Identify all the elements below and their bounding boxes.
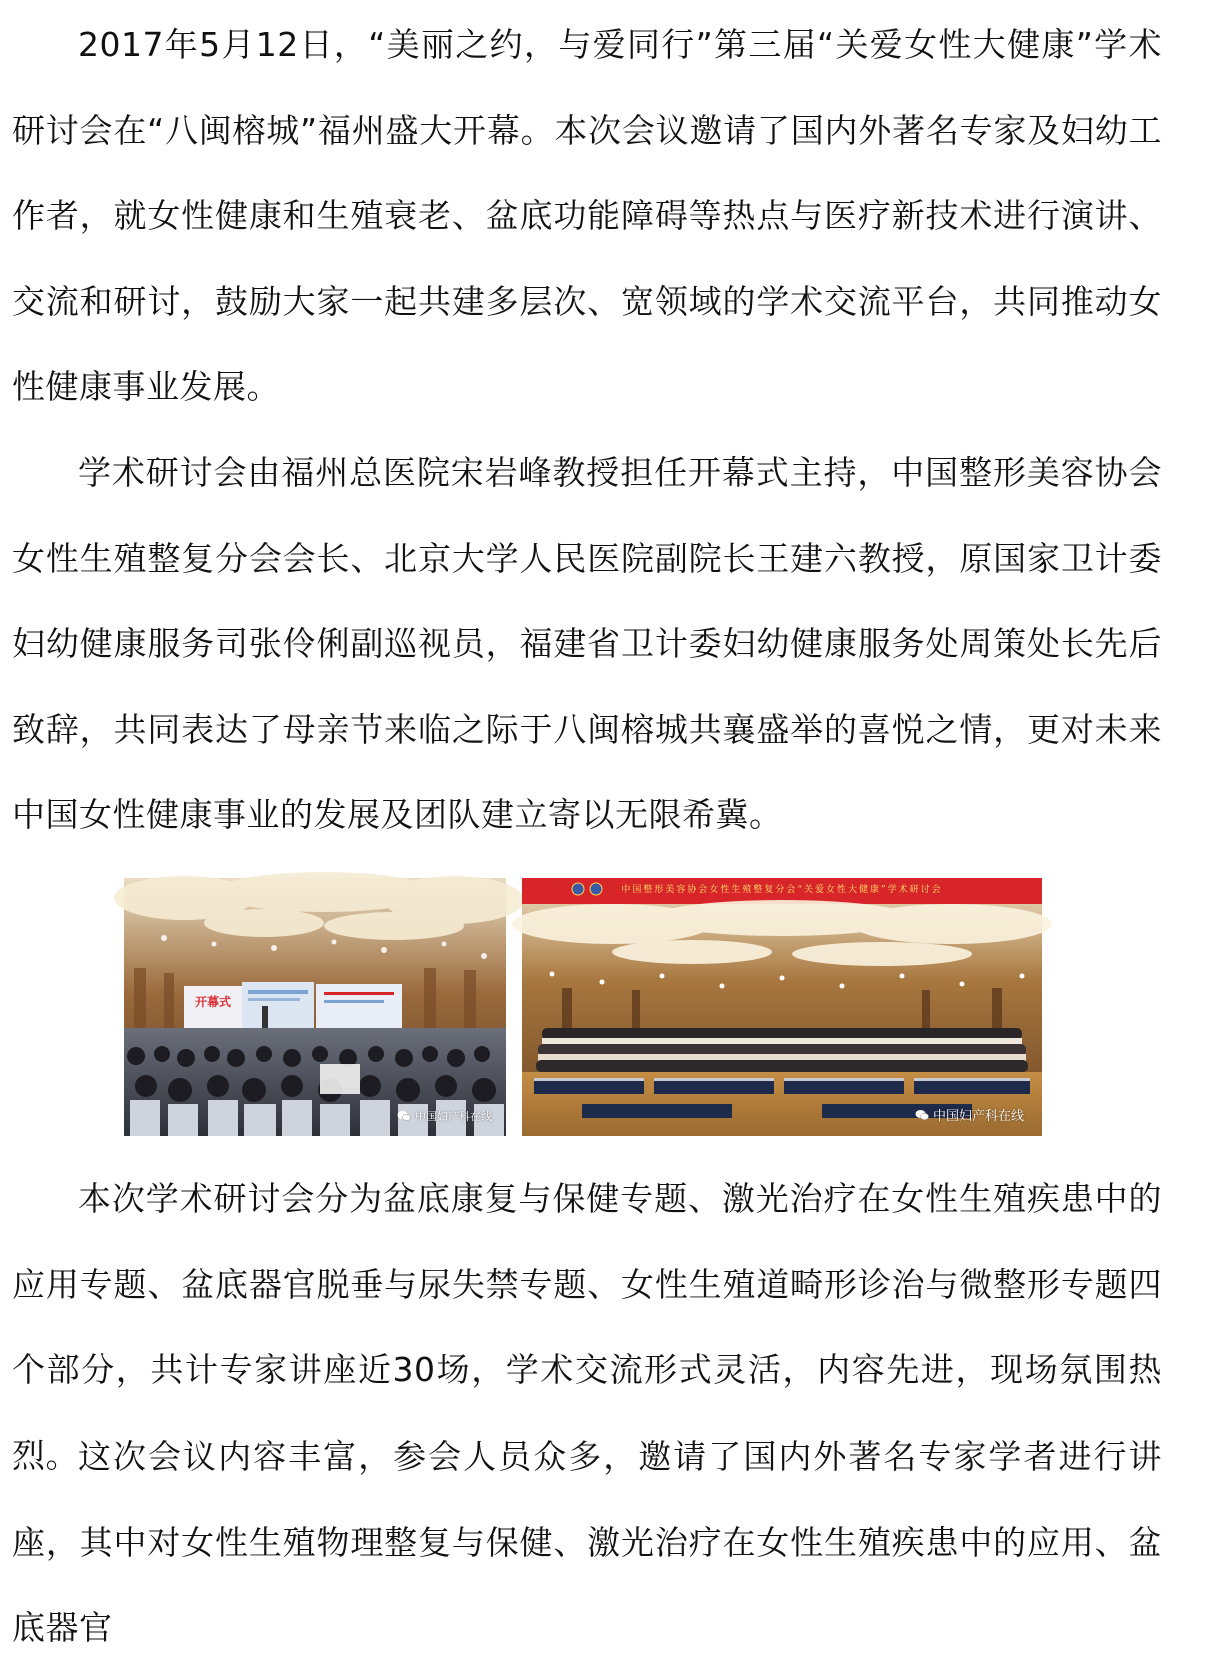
watermark-text: 中国妇产科在线 xyxy=(415,1110,492,1123)
wechat-icon xyxy=(397,1110,411,1122)
wechat-icon xyxy=(915,1109,929,1121)
paragraph-summary: 这次会议内容丰富，参会人员众多，邀请了国内外著名专家学者进行讲座，其中对女性生殖物理整复与保健、激光治疗在女性生殖疾患中的应用、盆底器官 xyxy=(12,1437,1162,1647)
paragraph-ceremony: 学术研讨会由福州总医院宋岩峰教授担任开幕式主持，中国整形美容协会女性生殖整复分会会长、北京大学人民医院副院长王建六教授，原国家卫计委妇幼健康服务司张伶俐副巡视员，福建省卫计委妇幼健康服务处周策处长先后致辞，共同表达了母亲节来临之际于八闽榕城共襄盛举的喜悦之情，更对未来中国女性健康事业的发展及团队建立寄以无限希冀。 xyxy=(12,453,1162,834)
stage-sign-text: 开幕式 xyxy=(194,995,232,1009)
watermark-text: 中国妇产科在线 xyxy=(932,1109,1024,1124)
watermark xyxy=(915,1105,1024,1124)
banner-title: 中国整形美容协会女性生殖整复分会“关爱女性大健康”学术研讨会 xyxy=(621,885,943,895)
paragraph-opening: 2017年5月12日，“美丽之约，与爱同行”第三届“关爱女性大健康”学术研讨会在“八闽榕城”福州盛大开幕。本次会议邀请了国内外著名专家及妇幼工作者，就女性健康和生殖衰老、盆底功能障碍等热点与医疗新技术进行演讲、交流和研讨，鼓励大家一起共建多层次、宽领域的学术交流平台，共同推动女性健康事业发展。 xyxy=(12,25,1162,406)
group-photo-illustration xyxy=(522,878,1042,1136)
paragraph-topics: 本次学术研讨会分为盆底康复与保健专题、激光治疗在女性生殖疾患中的应用专题、盆底器官脱垂与尿失禁专题、女性生殖道畸形诊治与微整形专题四个部分，共计专家讲座近30场，学术交流形式灵活，内容先进，现场氛围热烈。 xyxy=(12,1179,1162,1475)
hall-stage-illustration xyxy=(124,878,506,1136)
photo-group xyxy=(522,878,1042,1136)
watermark xyxy=(397,1108,492,1124)
photo-opening-ceremony xyxy=(124,878,506,1136)
